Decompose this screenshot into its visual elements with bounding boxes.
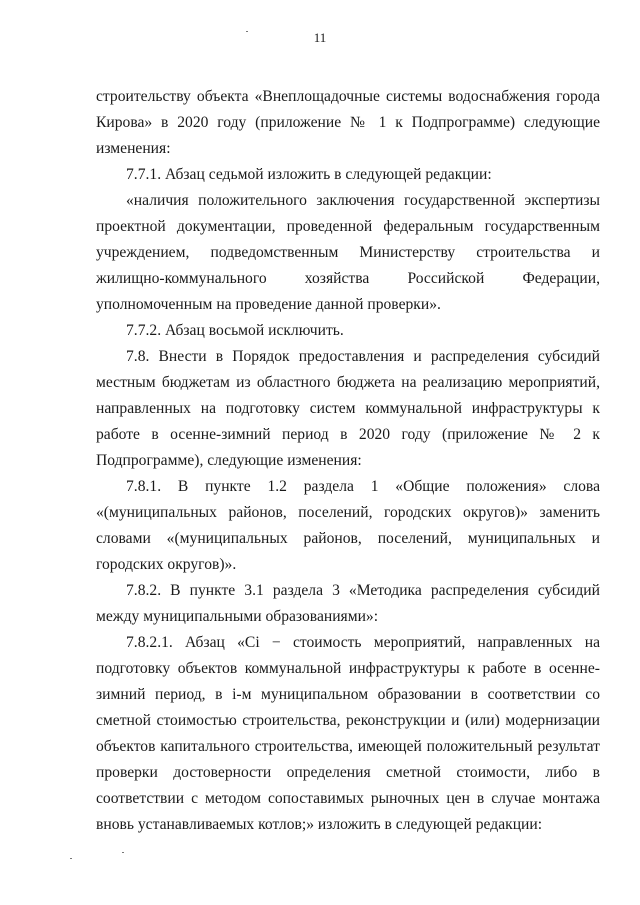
scan-speck — [70, 858, 72, 859]
scan-speck — [246, 31, 248, 32]
paragraph-7-8: 7.8. Внести в Порядок предоставления и распределения субсидий местным бюджетам из областного бюджета на реализацию мероприятий, направленных на подготовку систем коммунальной инфраструктуры к работе в осенне-зимний период в 2020 году (приложение № 2 к Подпрограмме), следующие изменения: — [96, 348, 600, 469]
scan-speck — [122, 852, 124, 853]
paragraph-7-8-1: 7.8.1. В пункте 1.2 раздела 1 «Общие положения» слова «(муниципальных районов, поселений, городских округов)» заменить словами «(муниципальных районов, поселений, муниципальных и городских округов)». — [96, 478, 600, 573]
paragraph-7-7-2: 7.7.2. Абзац восьмой исключить. — [126, 322, 344, 339]
paragraph-7-7-1: 7.7.1. Абзац седьмой изложить в следующей редакции: — [126, 166, 492, 183]
paragraph-7-8-2: 7.8.2. В пункте 3.1 раздела 3 «Методика распределения субсидий между муниципальными образованиями»: — [96, 582, 600, 625]
page-number: 11 — [313, 30, 327, 45]
paragraph-7-8-2-1: 7.8.2.1. Абзац «Ci − стоимость мероприятий, направленных на подготовку объектов коммунальной инфраструктуры к работе в осенне-зимний период, в i-м муниципальном образовании в соответствии со сметной стоимостью строительства, реконструкции и (или) модернизации объектов капитального строительства, имеющей положительный результат проверки достоверности определения сметной стоимости, либо в соответствии с методом сопоставимых рыночных цен в случае монтажа вновь устанавливаемых котлов;» изложить в следующей редакции: — [96, 634, 600, 833]
paragraph-continuation: строительству объекта «Внеплощадочные системы водоснабжения города Кирова» в 2020 году (приложение № 1 к Подпрограмме) следующие изменения: — [96, 88, 600, 157]
paragraph-quote-expertise: «наличия положительного заключения государственной экспертизы проектной документации, проведенной федеральным государственным учреждением, подведомственным Министерству строительства и жилищно-коммунального хозяйства Российской Федерации, уполномоченным на проведение данной проверки». — [96, 192, 600, 313]
document-body — [96, 84, 600, 838]
